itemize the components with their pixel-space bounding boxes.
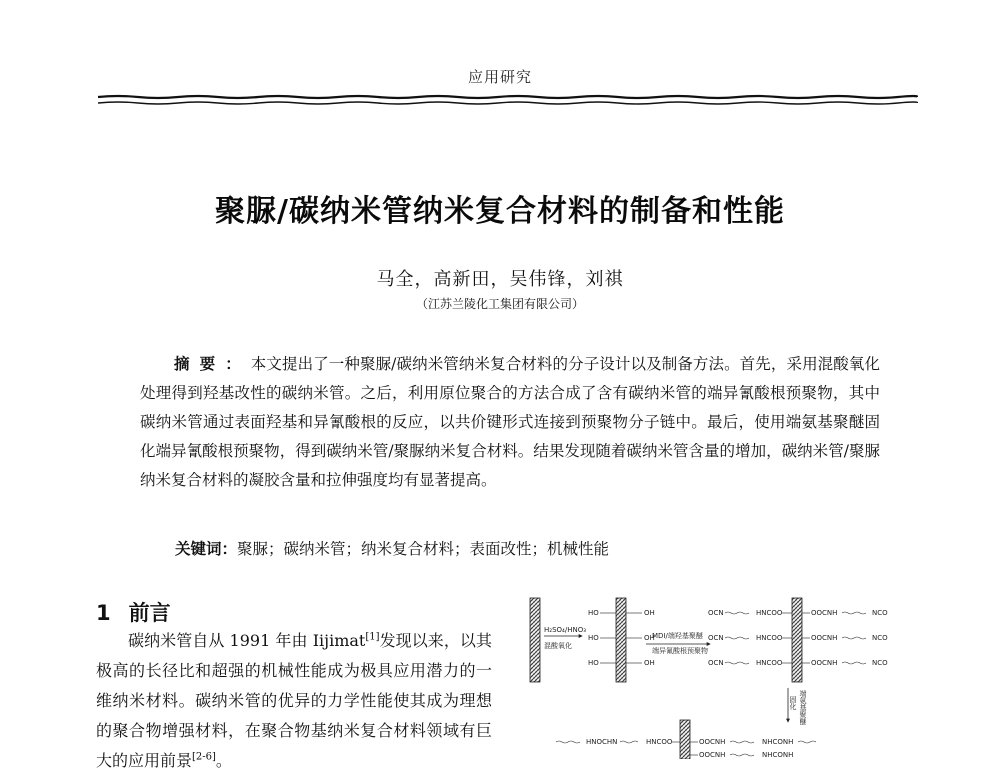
nco-label-2: NCO <box>872 634 888 642</box>
oocnh-label-1: OOCNH <box>811 609 838 617</box>
reaction-scheme-svg <box>520 592 920 759</box>
curing-label: 固化 <box>789 696 797 710</box>
intro-text-1: 碳纳米管自从 1991 年由 Iijimat <box>128 631 366 650</box>
ho-label-3: HO <box>588 659 599 667</box>
oocnh-label-3: OOCNH <box>811 659 838 667</box>
section-title: 前言 <box>128 601 171 625</box>
hncoo-label-2: HNCOO <box>756 634 783 642</box>
citation-2: [2-6] <box>192 751 216 763</box>
oocnh-label-4: OOCNH <box>699 738 726 746</box>
abstract <box>140 350 880 495</box>
section-number: 1 <box>96 601 111 625</box>
author-list: 马全，高新田，吴伟锋，刘祺 <box>376 269 624 290</box>
oxidation-label: 混酸氧化 <box>544 642 572 650</box>
intro-text-2: 发现以来，以其极高的长径比和超强的机械性能成为极具应用潜力的一维纳米材料。碳纳米管的优异的力学性能使其成为理想的聚合物增强材料，在聚合物基纳米复合材料领域有巨大的应用前景 <box>96 631 492 770</box>
ho-label-1: HO <box>588 609 599 617</box>
header-rule <box>98 94 918 108</box>
cnt-grafted <box>792 598 802 682</box>
oocnh-label-2: OOCNH <box>811 634 838 642</box>
ocn-label-2: OCN <box>708 634 724 642</box>
running-head: 应用研究 <box>467 68 532 86</box>
section-heading <box>96 597 171 627</box>
oh-label-2: OH <box>644 634 655 642</box>
abstract-text: 本文提出了一种聚脲/碳纳米管纳米复合材料的分子设计以及制备方法。首先，采用混酸氧化处理得到羟基改性的碳纳米管。之后，利用原位聚合的方法合成了含有碳纳米管的端异氰酸根预聚物，其中碳纳米管通过表面羟基和异氰酸根的反应，以共价键形式连接到预聚物分子链中。最后，使用端氨基聚醚固化端异氰酸根预聚物，得到碳纳米管/聚脲纳米复合材料。结果发现随着碳纳米管含量的增加，碳纳米管/聚脲纳米复合材料的凝胶含量和拉伸强度均有显著提高。 <box>140 355 880 489</box>
cnt-cured <box>680 720 690 759</box>
intro-paragraph <box>96 626 492 776</box>
nco-label-3: NCO <box>872 659 888 667</box>
hncoo-label-1: HNCOO <box>756 609 783 617</box>
prepolymer-label: 端异氰酸根预聚物 <box>652 647 708 655</box>
ocn-label-3: OCN <box>708 659 724 667</box>
ocn-label-1: OCN <box>708 609 724 617</box>
nhconh-label-2: NHCONH <box>762 751 794 759</box>
mdi-label: MDI/端羟基聚醚 <box>652 632 703 640</box>
hncoo-label-4: HNCOO <box>646 738 673 746</box>
oh-label-1: OH <box>644 609 655 617</box>
hnocnh-label: HNOCHN <box>586 738 618 746</box>
reagent-label: H₂SO₄/HNO₃ <box>544 626 587 634</box>
reaction-scheme-figure <box>520 592 920 759</box>
citation-1: [1] <box>365 631 380 643</box>
affiliation: （江苏兰陵化工集团有限公司） <box>415 297 584 311</box>
body-text <box>96 626 492 776</box>
oocnh-label-5: OOCNH <box>699 751 726 759</box>
cnt-hydroxylated <box>616 598 626 682</box>
cnt-raw <box>530 598 540 682</box>
paper-title: 聚脲/碳纳米管纳米复合材料的制备和性能 <box>215 194 785 229</box>
keywords-text: 聚脲；碳纳米管；纳米复合材料；表面改性；机械性能 <box>237 540 610 558</box>
nco-label-1: NCO <box>872 609 888 617</box>
intro-text-3: 。 <box>215 751 232 770</box>
oh-label-3: OH <box>644 659 655 667</box>
hncoo-label-3: HNCOO <box>756 659 783 667</box>
keywords <box>175 537 875 561</box>
keywords-label: 关键词： <box>175 540 238 558</box>
nhconh-label: NHCONH <box>762 738 794 746</box>
curing-agent-label: 端氨基聚醚 <box>799 690 807 725</box>
abstract-label: 摘要： <box>174 355 251 373</box>
ho-label-2: HO <box>588 634 599 642</box>
